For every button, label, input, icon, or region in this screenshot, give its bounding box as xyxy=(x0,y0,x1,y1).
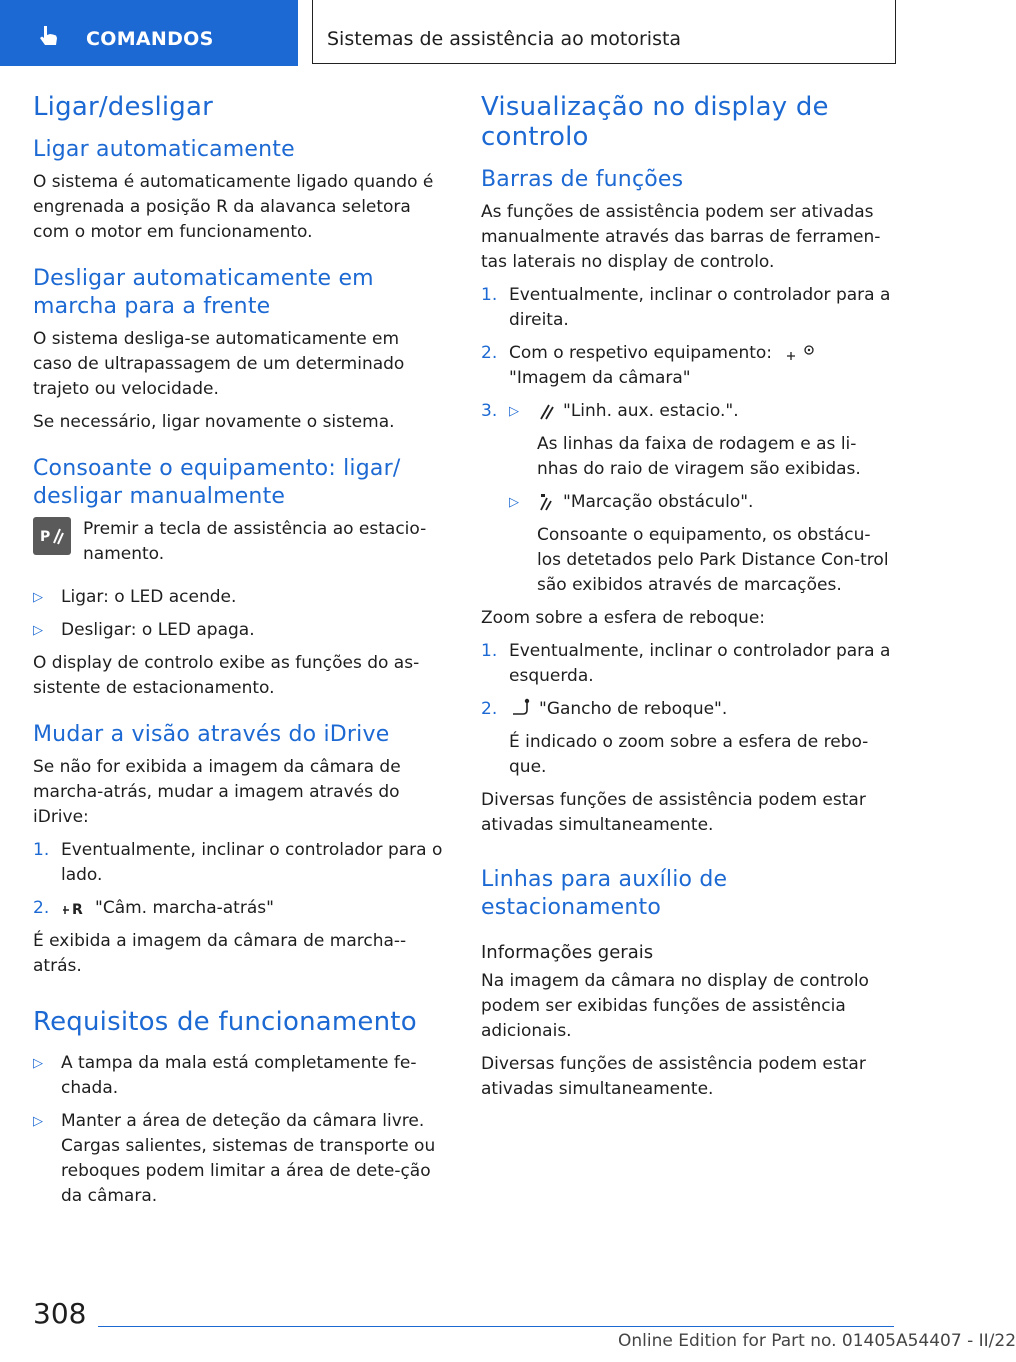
text-ligar-auto: O sistema é automaticamente ligado quando é engrenada a posição R da alavanca seletora com o motor em funcionamento. xyxy=(33,172,434,242)
heading-consoante: Consoante o equipamento: ligar/ desligar manualmente xyxy=(33,456,401,509)
text-desligar-2: Se necessário, ligar novamente o sistema. xyxy=(33,412,395,432)
list-item: 1. Eventualmente, inclinar o controlador para a esquerda. xyxy=(481,641,891,686)
text-display: O display de controlo exibe as funções do as-sistente de estacionamento. xyxy=(33,653,420,698)
page-header xyxy=(0,0,960,66)
rear-camera-icon xyxy=(61,898,89,918)
heading-ligar-automaticamente: Ligar automaticamente xyxy=(33,137,295,162)
chapter-title-box xyxy=(312,0,896,64)
heading-barras: Barras de funções xyxy=(481,167,684,192)
heading-visualizacao: Visualização no display de controlo xyxy=(481,92,829,152)
footer-divider xyxy=(98,1326,894,1327)
list-item: ▷ Desligar: o LED apaga. xyxy=(33,618,443,643)
text-key: Premir a tecla de assistência ao estacio-namento. xyxy=(83,519,427,564)
text-zoom: Zoom sobre a esfera de reboque: xyxy=(481,608,766,628)
list-item: 2. "Gancho de reboque". xyxy=(481,699,728,719)
park-assist-key-icon xyxy=(33,517,71,555)
bullet-triangle-icon: ▷ xyxy=(33,1056,43,1071)
hand-pointer-icon xyxy=(36,23,62,49)
bullet-triangle-icon: ▷ xyxy=(509,404,519,419)
left-column xyxy=(33,92,443,1217)
text-exibida: É exibida a imagem da câmara de marcha--atrás. xyxy=(33,931,407,976)
list-item: 1. Eventualmente, inclinar o controlador para o lado. xyxy=(33,840,443,885)
text-diversas-1: Diversas funções de assistência podem estar ativadas simultaneamente. xyxy=(481,790,866,835)
list-item: 1. Eventualmente, inclinar o controlador para a direita. xyxy=(481,285,891,330)
bullet-triangle-icon: ▷ xyxy=(33,623,43,638)
text-desligar-1: O sistema desliga-se automaticamente em caso de ultrapassagem de um determinado trajeto ou velocidade. xyxy=(33,329,405,399)
text-barras: As funções de assistência podem ser ativadas manualmente através das barras de ferramen-tas laterais no display de controlo. xyxy=(481,202,881,272)
obstacle-marking-icon xyxy=(537,492,557,512)
list-item: 2. R "Câm. marcha-atrás" xyxy=(33,898,274,918)
section-tab xyxy=(0,0,298,66)
svg-text:P: P xyxy=(40,529,51,545)
heading-linhas: Linhas para auxílio de estacionamento xyxy=(481,867,728,920)
heading-desligar-auto: Desligar automaticamente em marcha para a frente xyxy=(33,266,374,319)
bullet-triangle-icon: ▷ xyxy=(33,1114,43,1129)
svg-text:R: R xyxy=(72,902,83,918)
parking-lines-icon xyxy=(537,401,557,421)
bullet-triangle-icon: ▷ xyxy=(33,590,43,605)
list-item: ▷ Manter a área de deteção da câmara livre. Cargas salientes, sistemas de transporte ou reboques podem limitar a área de dete-ção da câmara. xyxy=(33,1109,443,1209)
bullet-triangle-icon: ▷ xyxy=(509,495,519,510)
page-number: 308 xyxy=(33,1297,87,1330)
list-item: ▷ A tampa da mala está completamente fe-chada. xyxy=(33,1051,443,1101)
camera-settings-icon xyxy=(785,342,819,364)
section-tab-label: COMANDOS xyxy=(86,28,214,50)
list-item: 3. ▷ "Linh. aux. estacio.". As linhas da faixa de rodagem e as li-nhas do raio de viragem são exibidas. ▷ "Marcação obstáculo". Consoante o equipamento, os obstácu-los detetados pelo Park Distance Con-trol são exibidos através de marcações. xyxy=(481,401,889,595)
text-diversas-2: Diversas funções de assistência podem estar ativadas simultaneamente. xyxy=(481,1054,866,1099)
text-mudar: Se não for exibida a imagem da câmara de marcha-atrás, mudar a imagem através do iDrive: xyxy=(33,757,401,827)
chapter-title: Sistemas de assistência ao motorista xyxy=(327,28,682,50)
heading-mudar-visao: Mudar a visão através do iDrive xyxy=(33,722,390,747)
text-info: Na imagem da câmara no display de controlo podem ser exibidas funções de assistência adicionais. xyxy=(481,971,869,1041)
tow-hitch-icon xyxy=(509,698,533,720)
list-item: 2. Com o respetivo equipamento: "Imagem da câmara" xyxy=(481,341,891,391)
park-assist-key-row xyxy=(33,517,443,567)
right-column xyxy=(481,92,891,1110)
footer-edition: Online Edition for Part no. 01405A54407 - II/22 xyxy=(618,1331,1016,1351)
list-item: ▷ Ligar: o LED acende. xyxy=(33,585,443,610)
text-zoom-desc: É indicado o zoom sobre a esfera de rebo-que. xyxy=(509,732,869,777)
heading-requisitos: Requisitos de funcionamento xyxy=(33,1007,417,1037)
heading-info-gerais: Informações gerais xyxy=(481,942,654,963)
heading-ligar-desligar: Ligar/desligar xyxy=(33,92,214,122)
